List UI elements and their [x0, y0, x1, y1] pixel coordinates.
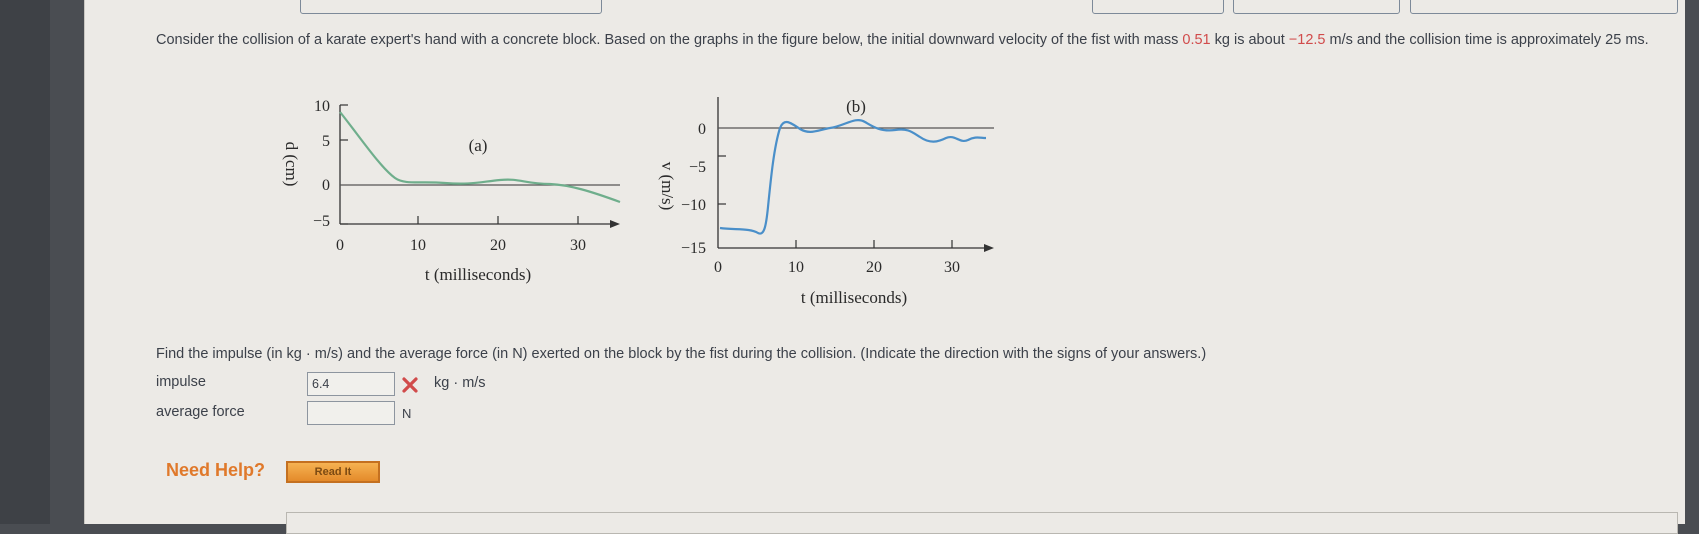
graph-b-xtick-10: 10 — [788, 259, 804, 276]
impulse-label: impulse — [156, 374, 206, 390]
average-force-input[interactable] — [307, 401, 395, 425]
next-section-box — [286, 512, 1678, 534]
incorrect-x-icon — [401, 376, 419, 394]
top-answer-box-3 — [1233, 0, 1400, 14]
graph-a-ytick-0: 0 — [322, 177, 330, 194]
graph-b-xtick-30: 30 — [944, 259, 960, 276]
graph-a-ytick-neg5: −5 — [312, 213, 330, 230]
graph-a-curve — [340, 112, 620, 202]
average-force-unit: N — [402, 406, 412, 421]
impulse-input[interactable] — [307, 372, 395, 396]
mass-value: 0.51 — [1182, 32, 1211, 48]
graph-a-label: (a) — [468, 136, 488, 155]
top-answer-box-1 — [300, 0, 602, 14]
top-answer-box-2 — [1092, 0, 1224, 14]
graph-a-ytick-5: 5 — [322, 133, 330, 150]
top-answer-box-4 — [1410, 0, 1678, 14]
average-force-label: average force — [156, 404, 245, 420]
graph-a-xtick-20: 20 — [490, 237, 506, 254]
graph-a-xtick-30: 30 — [570, 237, 586, 254]
question-intro: Consider the collision of a karate expert's hand with a concrete block. Based on the graphs in the figure below, the initial downward velocity of the fist with mass — [156, 32, 1183, 48]
graph-b-xtick-0: 0 — [714, 259, 722, 276]
graph-b-ytick-neg5: −5 — [688, 159, 706, 176]
graph-b-xlabel: t (milliseconds) — [800, 288, 908, 307]
graph-b-ylabel: v (m/s) — [658, 161, 677, 211]
graph-a-x-arrow — [610, 220, 620, 228]
graph-b-xtick-20: 20 — [866, 259, 882, 276]
graph-a-ylabel: d (cm) — [282, 141, 301, 187]
graph-b — [650, 92, 1010, 312]
graph-b-ytick-0: 0 — [698, 121, 706, 138]
find-instructions: Find the impulse (in kg · m/s) and the average force (in N) exerted on the block by the fist during the collision. (Indicate the direction with the signs of your answers.) — [156, 346, 1207, 362]
read-it-button[interactable]: Read It — [286, 461, 380, 483]
graph-b-curve — [720, 120, 986, 233]
impulse-unit: kg · m/s — [434, 375, 486, 391]
question-mid1: kg is about — [1210, 32, 1289, 48]
graph-a-xlabel: t (milliseconds) — [424, 265, 532, 284]
graph-a — [270, 92, 630, 292]
graph-a-xtick-10: 10 — [410, 237, 426, 254]
need-help-label: Need Help? — [166, 460, 266, 480]
graph-b-x-arrow — [984, 244, 994, 252]
question-mid2: m/s and the collision time is approximately 25 ms. — [1325, 32, 1649, 48]
graph-b-label: (b) — [846, 97, 866, 116]
graph-b-ytick-neg15: −15 — [680, 240, 706, 257]
velocity-value: −12.5 — [1288, 32, 1326, 48]
question-text — [156, 30, 1656, 50]
graph-a-xtick-0: 0 — [336, 237, 344, 254]
graph-b-ytick-neg10: −10 — [680, 197, 706, 214]
graph-a-ytick-10: 10 — [314, 98, 330, 115]
left-edge-bar — [0, 0, 50, 524]
